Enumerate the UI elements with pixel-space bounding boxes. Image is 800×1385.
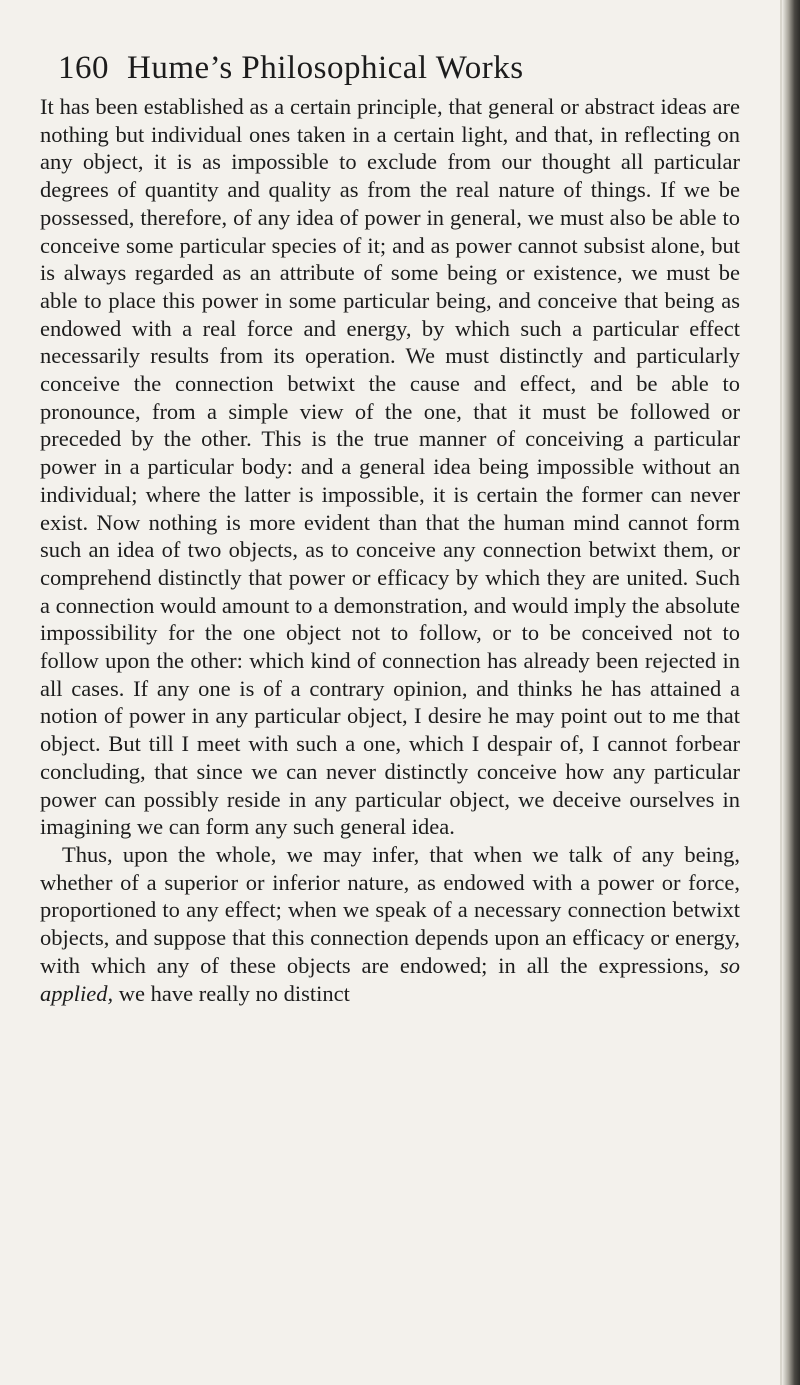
running-title: Hume’s Philosophical Works bbox=[127, 50, 524, 86]
paragraph-text: we have really no distinct bbox=[113, 980, 350, 1006]
book-spine-edge bbox=[782, 0, 800, 1385]
body-text bbox=[40, 93, 740, 1007]
italic-phrase: so applied, bbox=[40, 952, 740, 1006]
paragraph bbox=[40, 841, 740, 1007]
running-header bbox=[58, 46, 758, 90]
paragraph-text: Thus, upon the whole, we may infer, that when we talk of any being, whether of a superior or inferior nature, as endowed with a power or force, proportioned to any effect; when we speak of a necessary connection betwixt objects, and suppose that this connection depends upon an efficacy or energy, with which any of these objects are endowed; in all the expressions, bbox=[40, 841, 740, 978]
page-number: 160 bbox=[58, 50, 109, 86]
paragraph: It has been established as a certain principle, that general or abstract ideas are nothing but individual ones taken in a certain light, and that, in reflecting on any object, it is as impossible to exclude from our thought all particular degrees of quantity and quality as from the real nature of things. If we be possessed, therefore, of any idea of power in general, we must also be able to conceive some particular species of it; and as power cannot subsist alone, but is always regarded as an attribute of some being or existence, we must be able to place this power in some particular being, and conceive that being as endowed with a real force and energy, by which such a particular effect necessarily results from its operation. We must distinctly and particularly conceive the connection betwixt the cause and effect, and be able to pronounce, from a simple view of the one, that it must be followed or preceded by the other. This is the true manner of conceiving a particular power in a particular body: and a general idea being impossible without an individual; where the latter is impossible, it is certain the former can never exist. Now nothing is more evident than that the human mind cannot form such an idea of two objects, as to conceive any connection betwixt them, or comprehend distinctly that power or efficacy by which they are united. Such a connection would amount to a demonstration, and would imply the absolute impossibility for the one object not to follow, or to be conceived not to follow upon the other: which kind of connection has already been rejected in all cases. If any one is of a contrary opinion, and thinks he has attained a notion of power in any particular object, I desire he may point out to me that object. But till I meet with such a one, which I despair of, I cannot forbear concluding, that since we can never distinctly conceive how any particular power can possibly reside in any particular object, we deceive ourselves in imagining we can form any such general idea. bbox=[40, 94, 740, 840]
